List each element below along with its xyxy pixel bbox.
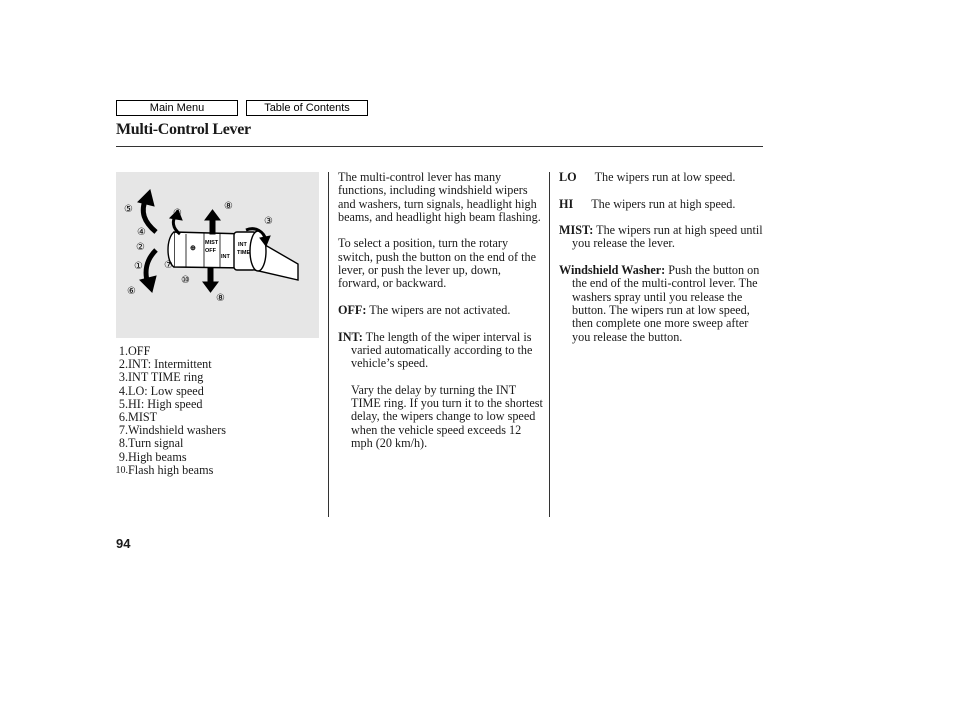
legend-text: High beams [128,449,187,464]
legend-item [112,464,322,477]
legend-number: 9. [118,449,128,464]
intro-paragraph: The multi-control lever has many functions, including windshield wipers and washers, turn signals, headlight high beams, and headlight high beam flashing. [338,170,541,224]
lever-label-time: TIME [237,250,251,256]
title-divider [116,146,763,147]
main-menu-button[interactable]: Main Menu [116,100,238,116]
washer-text: Push the button on the end of the multi-control lever. The washers spray until you release the button. The wipers run at low speed, then complete one more sweep after you release the button. [572,263,760,344]
arrow-head-icon [138,190,154,206]
multi-control-lever-illustration [116,172,319,338]
page-number: 94 [116,536,131,551]
off-text: The wipers are not activated. [366,302,511,317]
callout-4: ④ [137,227,146,238]
up-arrow-icon [205,210,220,220]
lever-label-off: OFF [205,248,216,254]
hi-text: The wipers run at high speed. [591,196,736,211]
callout-5: ⑤ [124,204,133,215]
page-title: Multi-Control Lever [116,121,251,138]
legend-item [112,437,322,450]
int-label: INT: [338,329,363,344]
up-arrow-stem [210,220,215,234]
lever-diagram [116,172,319,338]
legend-text: Turn signal [128,436,184,451]
callout-6: ⑥ [127,286,136,297]
int-delay-paragraph: Vary the delay by turning the INT TIME ring. If you turn it to the shortest delay, the wipers change to low speed when the vehicle speed exceeds 12 mph (20 km/h). [351,382,543,450]
legend-text: MIST [128,410,158,425]
lever-body [168,231,298,280]
select-paragraph: To select a position, turn the rotary switch, push the button on the end of the lever, or push the lever up, down, forward, or backward. [338,236,537,291]
washer-paragraph [559,264,763,344]
lo-label: LO [559,170,577,184]
arrow-head-icon [140,276,156,292]
column-divider [549,172,550,517]
callout-2: ② [136,242,145,253]
legend-number: 3. [118,370,128,385]
lo-text: The wipers run at low speed. [594,170,736,184]
legend-text: INT: Intermittent [128,357,212,372]
legend-number: 6. [118,410,128,425]
legend-text: Flash high beams [128,462,214,477]
callout-3: ③ [264,216,273,227]
legend-text: INT TIME ring [128,370,204,385]
body-column-middle [338,171,544,464]
int-paragraph [338,331,544,371]
table-of-contents-button[interactable]: Table of Contents [246,100,368,116]
int-text: The length of the wiper interval is varied automatically according to the vehicle’s speed. [351,329,533,371]
legend-text: OFF [128,344,151,358]
callout-9: ⑨ [173,208,182,219]
lever-label-int: INT [221,254,230,260]
callout-7: ⑦ [164,260,173,271]
legend-text: HI: High speed [128,396,203,411]
mist-label: MIST: [559,223,594,238]
down-arrow-icon [203,282,218,292]
callout-8-bottom: ⑧ [216,293,225,304]
down-arrow-stem [208,268,213,282]
callout-10: ⑩ [181,275,190,286]
legend-number: 7. [118,423,128,438]
hi-label: HI [559,196,574,211]
legend-item [112,451,322,464]
mist-text: The wipers run at high speed until you release the lever. [572,223,763,251]
off-label: OFF: [338,302,367,317]
legend-number: 1. [118,344,128,358]
callout-1: ① [134,261,143,272]
mist-paragraph [559,224,763,251]
callout-8-top: ⑧ [224,201,233,212]
figure-legend [112,345,322,477]
legend-number: 4. [118,383,128,398]
washer-symbol-icon: ⊕ [190,245,196,252]
body-column-right [559,171,763,357]
lever-label-int-ring: INT [238,242,247,248]
legend-number: 10. [115,464,128,476]
legend-text: LO: Low speed [128,383,204,398]
legend-number: 5. [118,396,128,411]
legend-item [112,385,322,398]
lo-paragraph [559,171,763,184]
column-divider [328,172,329,517]
legend-number: 8. [118,436,128,451]
legend-item [112,371,322,384]
washer-label: Windshield Washer: [559,263,666,278]
off-paragraph [338,304,544,317]
lever-label-mist: MIST [205,240,219,246]
hi-paragraph [559,198,763,211]
legend-text: Windshield washers [128,423,227,438]
legend-number: 2. [118,357,128,372]
